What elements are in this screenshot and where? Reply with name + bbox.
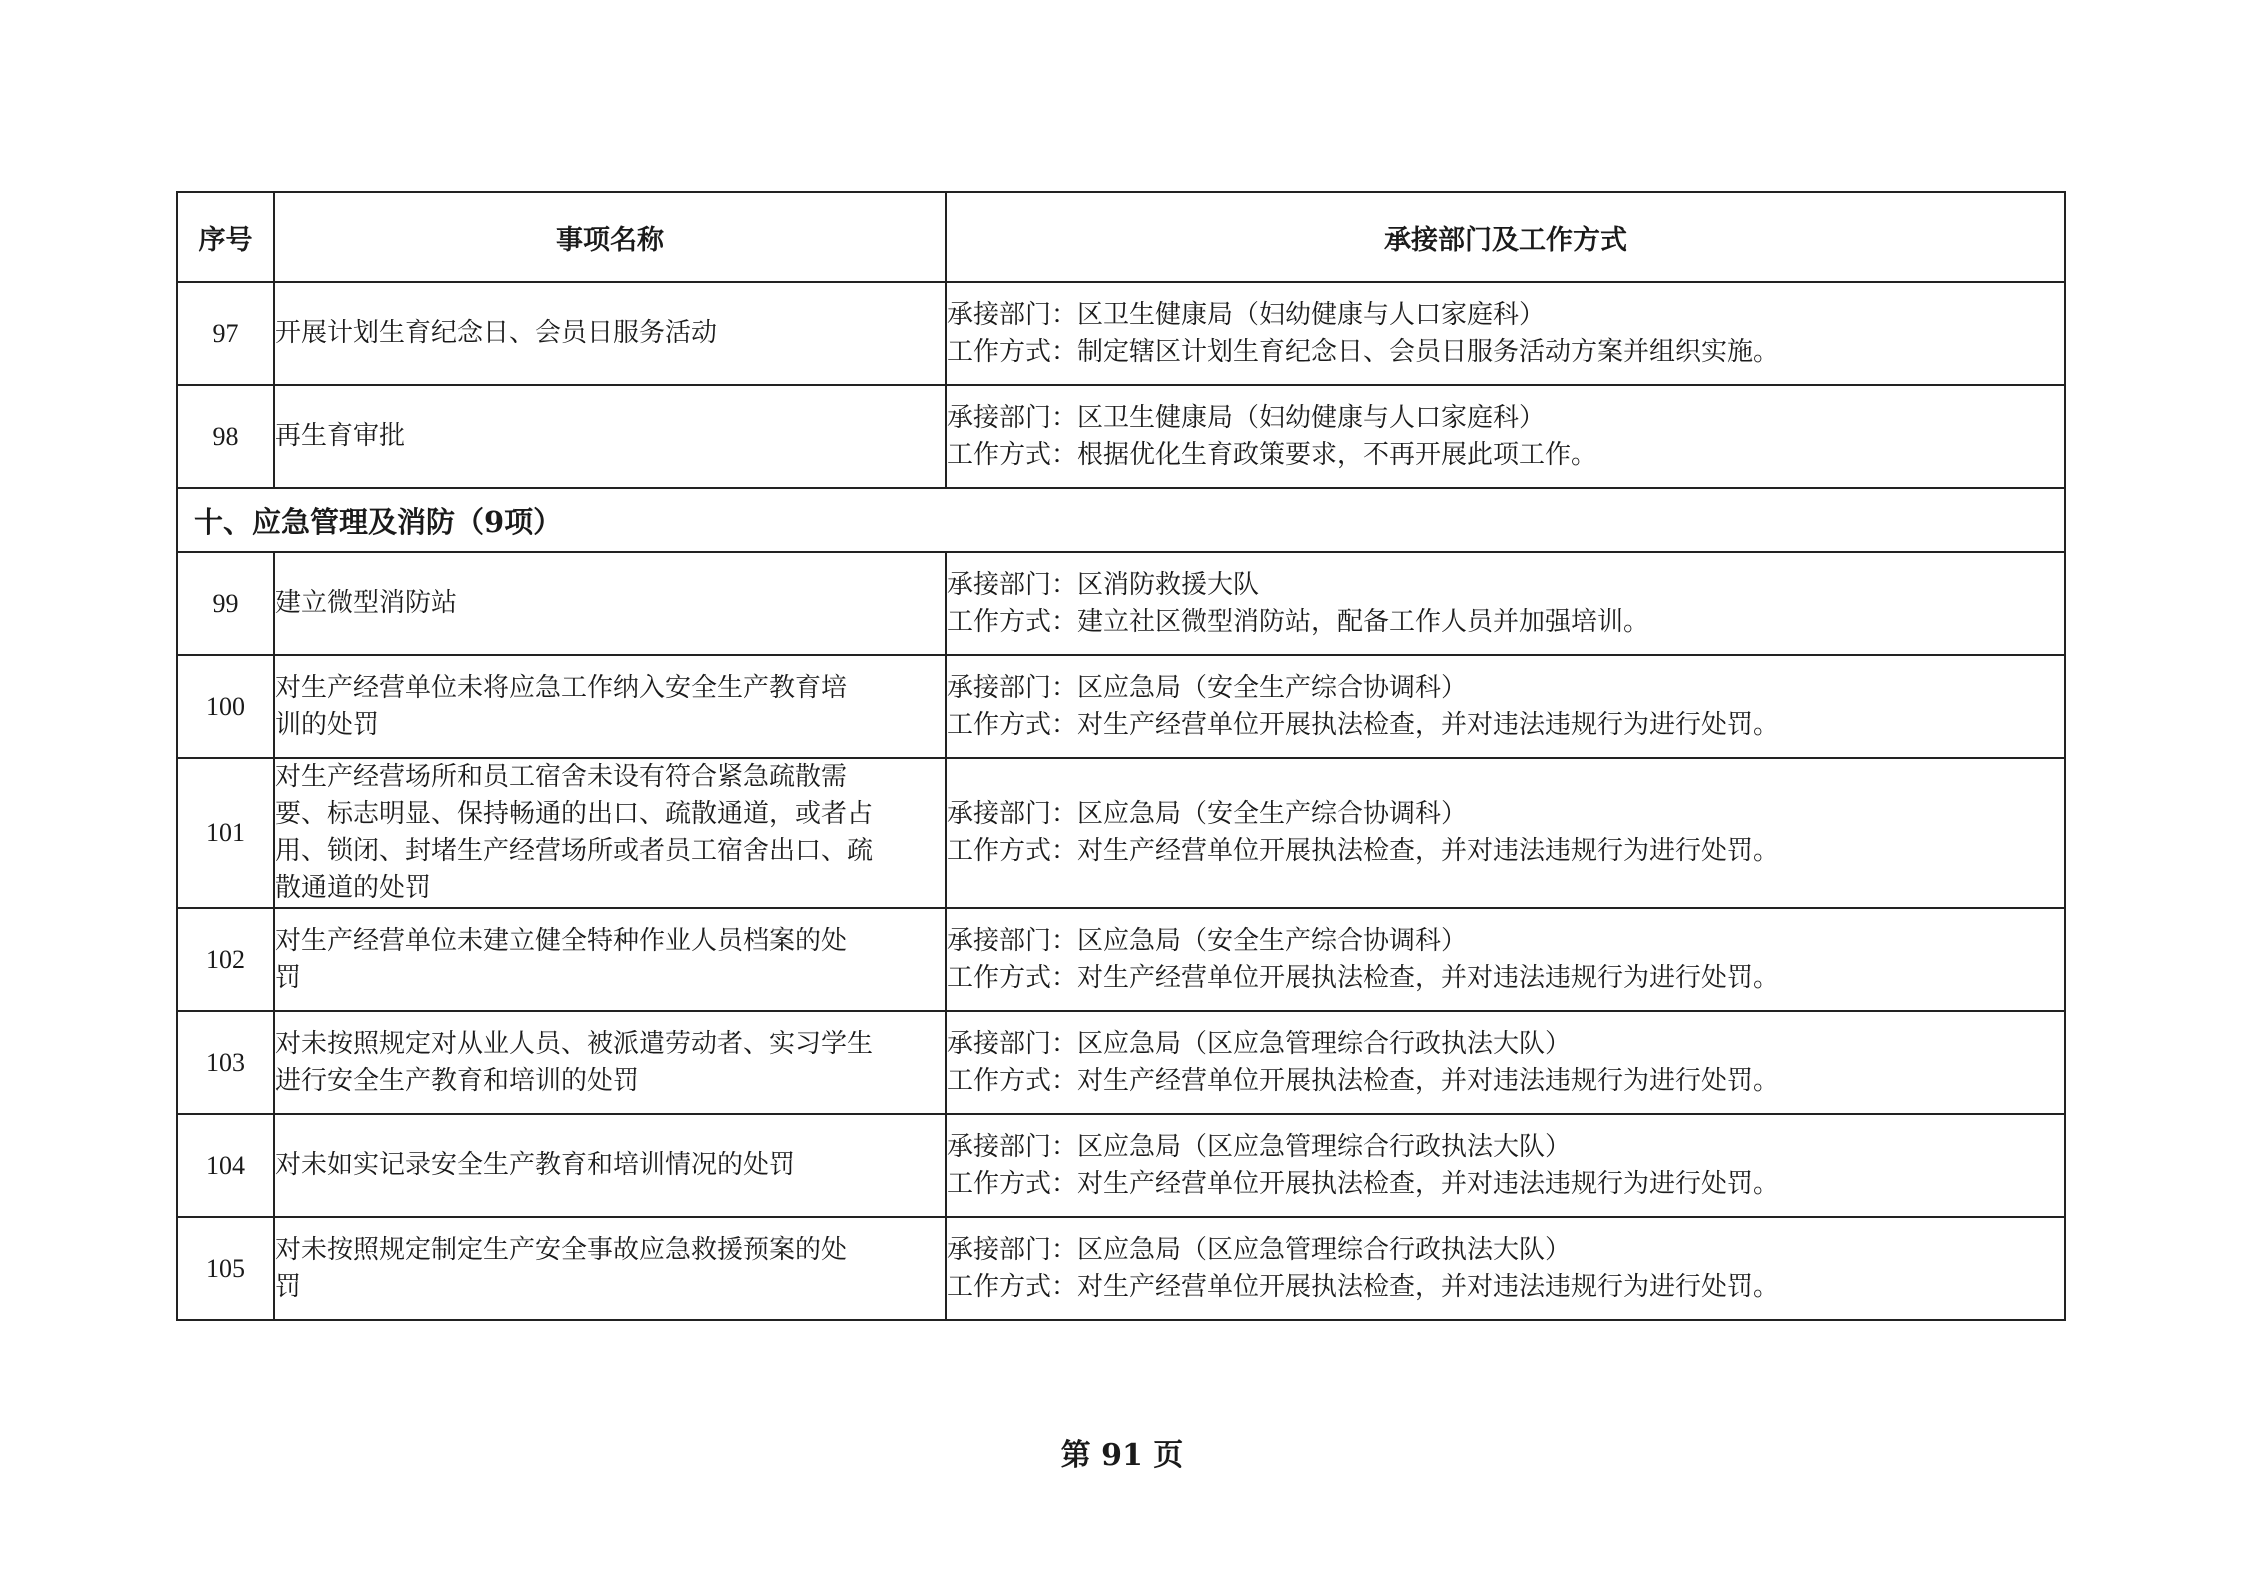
item-name [274, 908, 946, 1011]
header-serial-number: 序号 [177, 192, 274, 282]
section-title: 十、应急管理及消防（9项） [177, 488, 2065, 552]
item-name-line: 再生育审批 [275, 421, 406, 451]
serial-number: 104 [177, 1114, 274, 1217]
page-number: 第 91 页 [1060, 1438, 1184, 1473]
table-row [177, 908, 2065, 1011]
receiving-department: 承接部门：区应急局（区应急管理综合行政执法大队） [947, 1131, 1572, 1162]
table-row [177, 758, 2065, 908]
work-method: 工作方式：根据优化生育政策要求，不再开展此项工作。 [947, 439, 1598, 470]
item-name-line: 对未按照规定制定生产安全事故应急救援预案的处 [275, 1234, 848, 1265]
table-row [177, 1217, 2065, 1320]
item-name [274, 552, 946, 655]
table-row [177, 1114, 2065, 1217]
items-table [176, 191, 2066, 1321]
header-item-name: 事项名称 [274, 192, 946, 282]
work-method: 工作方式：对生产经营单位开展执法检查，并对违法违规行为进行处罚。 [947, 709, 1780, 740]
table-row [177, 282, 2065, 385]
serial-number: 102 [177, 908, 274, 1011]
department-method-cell [946, 1011, 2065, 1114]
item-name-line: 用、锁闭、封堵生产经营场所或者员工宿舍出口、疏 [275, 836, 874, 866]
receiving-department: 承接部门：区卫生健康局（妇幼健康与人口家庭科） [947, 402, 1546, 433]
receiving-department: 承接部门：区应急局（区应急管理综合行政执法大队） [947, 1028, 1572, 1059]
work-method: 工作方式：对生产经营单位开展执法检查，并对违法违规行为进行处罚。 [947, 1271, 1780, 1302]
department-method-cell [946, 655, 2065, 758]
item-name-line: 训的处罚 [275, 709, 380, 740]
department-method-cell [946, 282, 2065, 385]
table-row [177, 655, 2065, 758]
receiving-department: 承接部门：区应急局（安全生产综合协调科） [947, 672, 1468, 703]
item-name [274, 1217, 946, 1320]
receiving-department: 承接部门：区应急局（安全生产综合协调科） [947, 925, 1468, 956]
item-name [274, 282, 946, 385]
serial-number: 99 [177, 552, 274, 655]
table-header-row [177, 192, 2065, 282]
work-method: 工作方式：制定辖区计划生育纪念日、会员日服务活动方案并组织实施。 [947, 336, 1780, 367]
receiving-department: 承接部门：区消防救援大队 [947, 569, 1260, 600]
work-method: 工作方式：对生产经营单位开展执法检查，并对违法违规行为进行处罚。 [947, 1168, 1780, 1199]
item-name [274, 1011, 946, 1114]
serial-number: 98 [177, 385, 274, 488]
item-name [274, 1114, 946, 1217]
serial-number: 105 [177, 1217, 274, 1320]
work-method: 工作方式：对生产经营单位开展执法检查，并对违法违规行为进行处罚。 [947, 962, 1780, 993]
section-row [177, 488, 2065, 552]
table-row [177, 385, 2065, 488]
item-name-line: 进行安全生产教育和培训的处罚 [275, 1065, 640, 1096]
work-method: 工作方式：对生产经营单位开展执法检查，并对违法违规行为进行处罚。 [947, 1065, 1780, 1096]
receiving-department: 承接部门：区应急局（安全生产综合协调科） [947, 799, 1468, 829]
item-name-line: 建立微型消防站 [275, 588, 458, 618]
department-method-cell [946, 1217, 2065, 1320]
table-row [177, 552, 2065, 655]
item-name [274, 758, 946, 908]
work-method: 工作方式：建立社区微型消防站，配备工作人员并加强培训。 [947, 606, 1650, 637]
item-name-line: 对未按照规定对从业人员、被派遣劳动者、实习学生 [275, 1028, 874, 1059]
item-name-line: 开展计划生育纪念日、会员日服务活动 [275, 318, 718, 348]
item-name-line: 罚 [275, 962, 302, 993]
rows-after-section [177, 552, 2065, 1320]
department-method-cell [946, 385, 2065, 488]
item-name-line: 对生产经营场所和员工宿舍未设有符合紧急疏散需 [275, 762, 848, 792]
serial-number: 97 [177, 282, 274, 385]
department-method-cell [946, 1114, 2065, 1217]
receiving-department: 承接部门：区卫生健康局（妇幼健康与人口家庭科） [947, 299, 1546, 330]
rows-before-section [177, 282, 2065, 488]
item-name-line: 散通道的处罚 [275, 873, 432, 903]
item-name-line: 罚 [275, 1271, 302, 1302]
item-name-line: 对生产经营单位未建立健全特种作业人员档案的处 [275, 925, 848, 956]
item-name-line: 对生产经营单位未将应急工作纳入安全生产教育培 [275, 672, 848, 703]
serial-number: 101 [177, 758, 274, 908]
work-method: 工作方式：对生产经营单位开展执法检查，并对违法违规行为进行处罚。 [947, 836, 1780, 866]
table-row [177, 1011, 2065, 1114]
serial-number: 100 [177, 655, 274, 758]
item-name-line: 要、标志明显、保持畅通的出口、疏散通道，或者占 [275, 799, 874, 829]
header-department-method: 承接部门及工作方式 [946, 192, 2065, 282]
department-method-cell [946, 758, 2065, 908]
item-name [274, 655, 946, 758]
department-method-cell [946, 552, 2065, 655]
item-name-line: 对未如实记录安全生产教育和培训情况的处罚 [275, 1150, 796, 1180]
department-method-cell [946, 908, 2065, 1011]
serial-number: 103 [177, 1011, 274, 1114]
item-name [274, 385, 946, 488]
receiving-department: 承接部门：区应急局（区应急管理综合行政执法大队） [947, 1234, 1572, 1265]
